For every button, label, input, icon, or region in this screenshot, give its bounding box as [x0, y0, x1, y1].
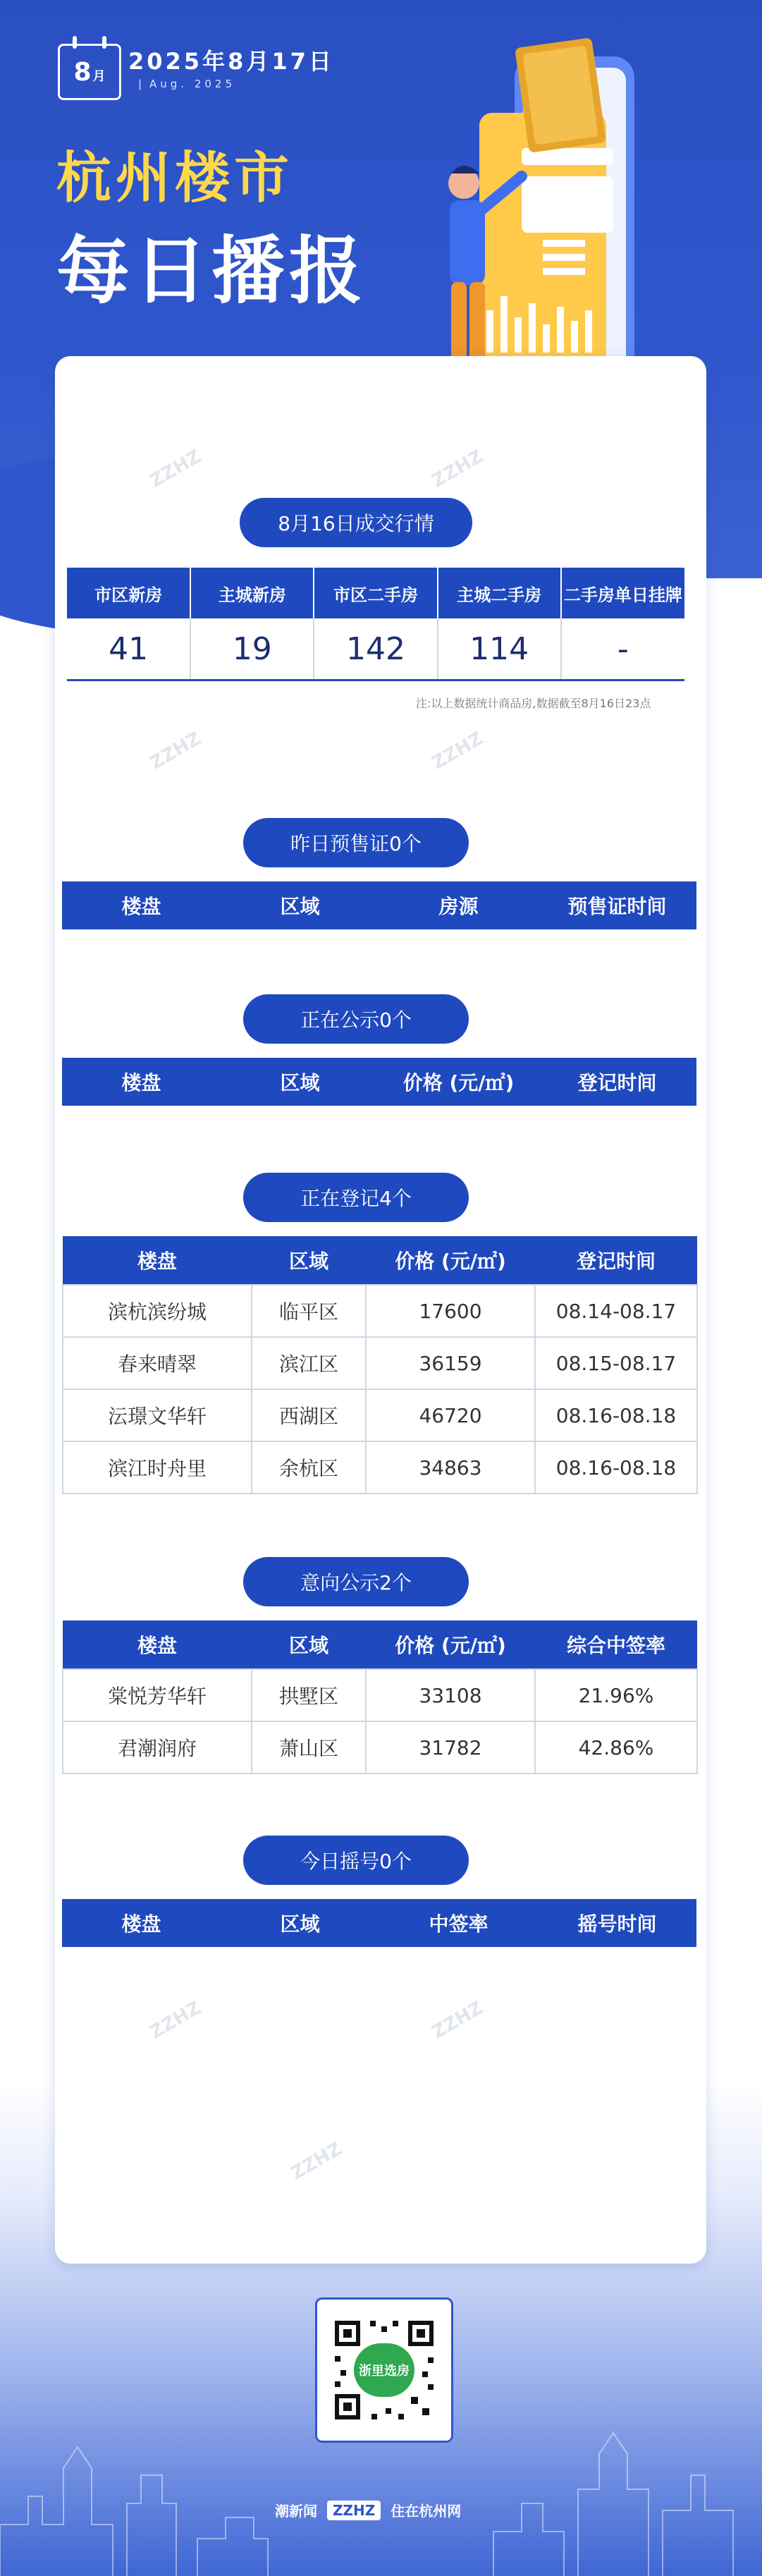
calendar-icon: 8 月	[58, 44, 121, 100]
date-english: Aug. 2025	[149, 78, 235, 90]
register-time: 08.16-08.18	[535, 1389, 697, 1441]
watermark: ZZHZ	[287, 2138, 346, 2185]
intent-table	[62, 1620, 698, 1774]
section-header-publicity: 正在公示0个	[243, 994, 469, 1044]
district: 萧山区	[252, 1721, 366, 1774]
section-header-registering: 正在登记4个	[243, 1173, 469, 1222]
stat-header: 二手房单日挂牌	[561, 568, 684, 618]
section-header-lottery: 今日摇号0个	[243, 1836, 469, 1885]
price: 17600	[366, 1285, 535, 1337]
deal-stats-table	[67, 568, 684, 681]
column-header: 区域	[252, 1236, 366, 1285]
price: 34863	[366, 1441, 535, 1494]
project-name: 滨江时舟里	[63, 1441, 252, 1494]
stat-value: 19	[190, 618, 314, 680]
column-header: 房源	[379, 881, 538, 929]
stats-footnote: 注:以上数据统计商品房,数据截至8月16日23点	[416, 697, 651, 710]
district: 滨江区	[252, 1337, 366, 1389]
win-rate: 21.96%	[535, 1669, 697, 1721]
section-header-yesterday-deals: 8月16日成交行情	[240, 498, 472, 547]
watermark: ZZHZ	[428, 446, 487, 492]
project-name: 君潮润府	[63, 1721, 252, 1774]
column-header: 预售证时间	[538, 881, 696, 929]
title-city-market: 杭州楼市	[56, 147, 294, 210]
column-header: 区域	[252, 1620, 366, 1669]
column-header: 楼盘	[63, 1620, 252, 1669]
footer-brands	[275, 2500, 461, 2520]
registering-table	[62, 1236, 698, 1494]
district: 临平区	[252, 1285, 366, 1337]
table-row	[63, 1389, 697, 1441]
column-header: 楼盘	[62, 881, 221, 929]
qr-center-label: 浙里选房	[354, 2343, 414, 2397]
table-row	[63, 1337, 697, 1389]
district: 西湖区	[252, 1389, 366, 1441]
column-header: 登记时间	[535, 1236, 697, 1285]
stat-header: 市区二手房	[314, 568, 437, 618]
presale-table	[62, 881, 696, 929]
price: 46720	[366, 1389, 535, 1441]
column-header: 价格 (元/㎡)	[366, 1236, 535, 1285]
district: 余杭区	[252, 1441, 366, 1494]
section-header-presale: 昨日预售证0个	[243, 818, 469, 867]
table-row	[63, 1441, 697, 1494]
watermark: ZZHZ	[146, 728, 205, 774]
stat-header: 主城二手房	[438, 568, 561, 618]
title-daily-report: 每日播报	[56, 228, 367, 314]
watermark: ZZHZ	[146, 1997, 205, 2044]
price: 33108	[366, 1669, 535, 1721]
district: 拱墅区	[252, 1669, 366, 1721]
price: 36159	[366, 1337, 535, 1389]
column-header: 区域	[221, 881, 379, 929]
watermark: ZZHZ	[428, 1997, 487, 2044]
lottery-table	[62, 1899, 696, 1947]
column-header: 区域	[221, 1899, 379, 1947]
stat-header: 市区新房	[67, 568, 190, 618]
publicity-table	[62, 1058, 696, 1106]
column-header: 中签率	[379, 1899, 538, 1947]
section-header-intent: 意向公示2个	[243, 1557, 469, 1606]
column-header: 综合中签率	[535, 1620, 697, 1669]
watermark: ZZHZ	[146, 446, 205, 492]
brand-chaoxinwen: 潮新闻	[275, 2503, 317, 2520]
qr-code[interactable]	[315, 2297, 453, 2443]
column-header: 楼盘	[63, 1236, 252, 1285]
stat-value: -	[561, 618, 684, 680]
table-row	[63, 1721, 697, 1774]
zzhz-logo: ZZHZ	[327, 2501, 381, 2520]
brand-zhuzaihangzhou: 住在杭州网	[391, 2503, 462, 2520]
column-header: 楼盘	[62, 1058, 221, 1106]
column-header: 楼盘	[62, 1899, 221, 1947]
project-name: 春来晴翠	[63, 1337, 252, 1389]
stat-value: 142	[314, 618, 437, 680]
project-name: 滨杭滨纷城	[63, 1285, 252, 1337]
table-row	[63, 1669, 697, 1721]
date-chinese: 2025年8月17日	[128, 48, 334, 75]
stat-value: 41	[67, 618, 190, 680]
project-name: 棠悦芳华轩	[63, 1669, 252, 1721]
register-time: 08.16-08.18	[535, 1441, 697, 1494]
project-name: 沄璟文华轩	[63, 1389, 252, 1441]
column-header: 区域	[221, 1058, 379, 1106]
column-header: 价格 (元/㎡)	[379, 1058, 538, 1106]
stat-value: 114	[438, 618, 561, 680]
stat-header: 主城新房	[190, 568, 314, 618]
win-rate: 42.86%	[535, 1721, 697, 1774]
watermark: ZZHZ	[428, 728, 487, 774]
date-separator: |	[138, 78, 142, 90]
column-header: 价格 (元/㎡)	[366, 1620, 535, 1669]
register-time: 08.14-08.17	[535, 1285, 697, 1337]
table-row	[63, 1285, 697, 1337]
price: 31782	[366, 1721, 535, 1774]
column-header: 登记时间	[538, 1058, 696, 1106]
column-header: 摇号时间	[538, 1899, 696, 1947]
register-time: 08.15-08.17	[535, 1337, 697, 1389]
